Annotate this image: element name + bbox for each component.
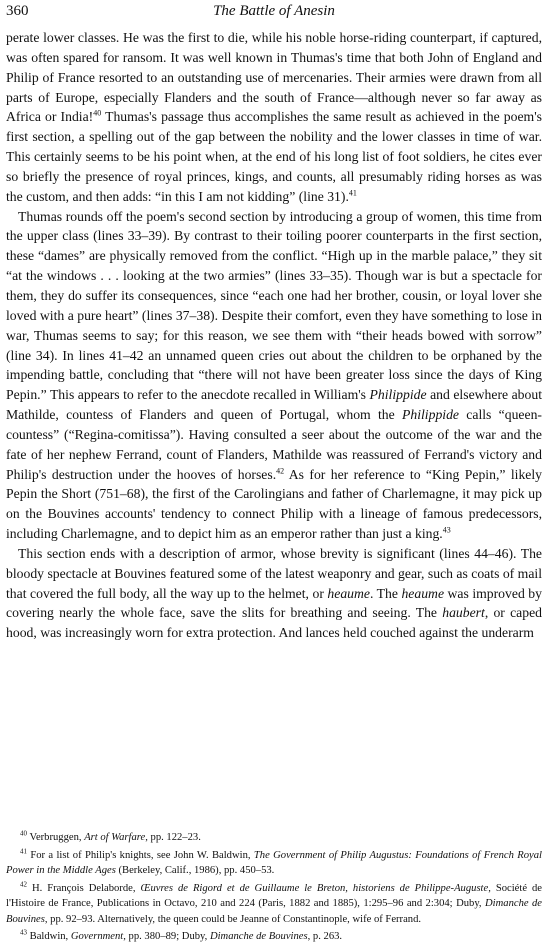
text-run: , p. 263.	[307, 931, 343, 942]
text-run: For a list of Philip's knights, see John W. Baldwin,	[30, 849, 254, 861]
paragraph-3	[6, 544, 542, 643]
running-title: The Battle of Anesin	[213, 3, 335, 19]
work-title: Philippide	[401, 407, 460, 423]
text-run: was improved by covering nearly the whole face, save the slits for breathing and seeing. The	[6, 585, 542, 621]
text-run: , or caped hood, was increasingly worn for extra protection. And lances held couched against the underarm	[6, 605, 542, 641]
text-run: calls “queen-countess” (“Regina-comitissa”). Having consulted a seer about the outcome of the war and the fate of her nephew Ferrand, count of Flanders, Mathilde was reassured of Ferrand's victory and Philip's destruction under the hooves of horses.	[6, 407, 542, 482]
page-header	[6, 0, 542, 26]
work-title: Dimanche de Bouvines	[6, 898, 543, 925]
paragraph-2	[6, 207, 542, 544]
footnote-41	[6, 848, 542, 879]
text-run: and elsewhere about Mathilde, countess of Flanders and queen of Portugal, whom the	[6, 387, 543, 423]
text-run: . The	[369, 585, 402, 601]
text-run: H. François Delaborde,	[31, 882, 141, 894]
text-run: (Berkeley, Calif., 1986), pp. 450–53.	[115, 865, 275, 876]
text-run: Thumas rounds off the poem's second section by introducing a group of women, this time from the upper class (lines 33–39). By contrast to their toiling poorer counterparts in the first section, these “dames” are physically removed from the conflict. “High up in the marble palace,” they sit “at the windows . . . looking at the two armies” (lines 33–35). Though war is but a spectacle for them, they do suffer its consequences, since “each one had her brother, cousin, or loyal lover she loved with a pure heart” (lines 37–38). Despite their comfort, even they have something to lose in war, Thumas seems to say; for this reason, we see them with “their heads bowed with sorrow” (line 34). In lines 41–42 an unnamed queen cries out about the children to be orphaned by the impending battle, concluding that “there will not have been greater loss since the days of King Pepin.” This appears to refer to the anecdote recalled in William's	[6, 208, 542, 403]
footnote-ref-42[interactable]: 42	[276, 466, 285, 475]
footnote-42	[6, 881, 542, 928]
term: haubert	[442, 605, 485, 621]
footnote-number: 40	[20, 829, 27, 838]
footnote-ref-41[interactable]: 41	[348, 188, 357, 198]
book-page	[6, 0, 542, 643]
text-run: , pp. 380–89; Duby,	[123, 931, 210, 942]
page-number: 360	[6, 3, 29, 19]
footnotes	[6, 830, 542, 947]
footnote-ref-43[interactable]: 43	[442, 525, 451, 535]
text-run: Baldwin,	[29, 931, 71, 942]
work-title: The Government of Philip Augustus: Foundations of French Royal Power in the Middle Ages	[6, 849, 542, 876]
term: heaume	[401, 585, 445, 601]
footnote-number: 42	[20, 879, 27, 888]
body-text	[6, 28, 542, 643]
footnote-40	[6, 830, 542, 846]
text-run: , pp. 92–93. Alternatively, the queen could be Jeanne of Constantinople, wife of Ferrand.	[44, 913, 422, 925]
work-title: Philippide	[369, 387, 427, 403]
text-run: , pp. 122–23.	[145, 832, 201, 843]
text-run: Thumas's passage thus accomplishes the same result as achieved in the poem's first section, a spelling out of the gap between the nobility and the lower classes in time of war. This certainly seems to be his point when, at the end of his long list of foot soldiers, he cites ever so briefly the presence of royal princes, kings, and counts, all presumably riding horses as was the custom, and then adds: “in this I am not kidding” (line 31).	[6, 109, 542, 204]
work-title: Art of Warfare	[84, 832, 146, 843]
work-title: Dimanche de Bouvines	[209, 931, 308, 942]
text-run: This section ends with a description of armor, whose brevity is significant (lines 44–46). The bloody spectacle at Bouvines featured some of the latest weaponry and gear, such as coats of mail that covered the full body, all the way up to the helmet, or	[6, 545, 542, 601]
footnote-number: 43	[20, 928, 27, 937]
work-title: Government	[70, 931, 124, 942]
footnote-number: 41	[20, 846, 27, 855]
footnote-ref-40[interactable]: 40	[93, 108, 102, 118]
paragraph-1	[6, 28, 542, 207]
text-run: perate lower classes. He was the first to die, while his noble horse-riding counterpart, if captured, was often spared for ransom. It was well known in Thumas's time that both John of England and Philip of France resorted to an outstanding use of mercenaries. Their armies were drawn from all parts of Europe, especially Flanders and the south of France—although never so far away as Africa or India!	[6, 30, 542, 125]
term: heaume	[327, 585, 370, 601]
work-title: Œuvres de Rigord et de Guillaume le Breton, historiens de Philippe-Auguste	[140, 882, 489, 894]
footnote-43	[6, 929, 542, 945]
text-run: Verbruggen,	[29, 832, 85, 843]
text-run: , Société de l'Histoire de France, Publications in Octavo, 210 and 224 (Paris, 1882 and 1885), 1:295–96 and 2:304; Duby,	[6, 882, 542, 909]
text-run: As for her reference to “King Pepin,” likely Pepin the Short (751–68), the first of the Carolingians and father of Charlemagne, it may pick up on the Bouvines accounts' tendency to connect Philip with a lineage of famous predecessors, including Charlemagne, and to depict him as an emperor rather than just a king.	[6, 466, 543, 542]
